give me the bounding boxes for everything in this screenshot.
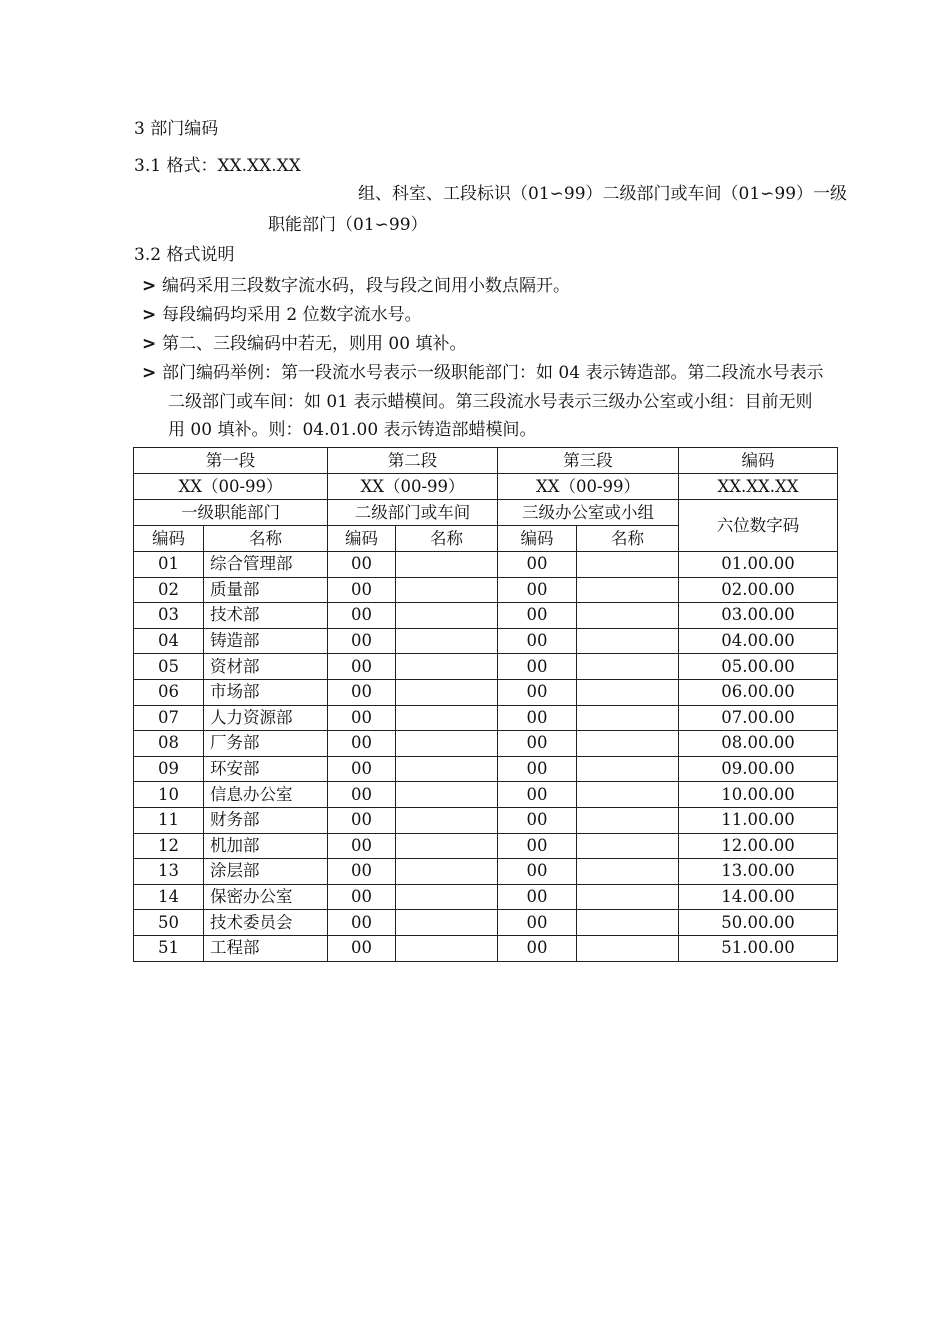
dept-name-level1: 市场部 — [204, 679, 328, 705]
dept-code-level3: 00 — [498, 884, 577, 910]
dept-name-level2 — [396, 552, 498, 578]
header-code-format: XX.XX.XX — [679, 474, 838, 500]
dept-code-level1: 08 — [134, 731, 204, 757]
six-digit-code: 05.00.00 — [679, 654, 838, 680]
header-code-desc: 六位数字码 — [679, 500, 838, 552]
six-digit-code: 01.00.00 — [679, 552, 838, 578]
table-row — [134, 833, 838, 859]
header-row-segments — [134, 448, 838, 474]
header-seg3: 第三段 — [498, 448, 679, 474]
dept-name-level1: 综合管理部 — [204, 552, 328, 578]
dept-name-level1: 信息办公室 — [204, 782, 328, 808]
dept-name-level1: 财务部 — [204, 807, 328, 833]
header-seg2-desc: 二级部门或车间 — [328, 500, 498, 526]
table-row — [134, 731, 838, 757]
dept-code-level2: 00 — [328, 679, 396, 705]
bullet-2: 每段编码均采用 2 位数字流水号。 — [162, 305, 422, 325]
dept-code-level3: 00 — [498, 782, 577, 808]
dept-name-level2 — [396, 935, 498, 961]
dept-code-level3: 00 — [498, 731, 577, 757]
dept-code-level2: 00 — [328, 628, 396, 654]
dept-name-level2 — [396, 859, 498, 885]
dept-code-level2: 00 — [328, 807, 396, 833]
dept-name-level2 — [396, 807, 498, 833]
dept-code-level2: 00 — [328, 910, 396, 936]
col-header-name: 名称 — [396, 526, 498, 552]
dept-code-level2: 00 — [328, 654, 396, 680]
dept-name-level2 — [396, 833, 498, 859]
dept-name-level1: 技术部 — [204, 603, 328, 629]
dept-name-level2 — [396, 577, 498, 603]
dept-name-level2 — [396, 884, 498, 910]
dept-code-level3: 00 — [498, 705, 577, 731]
bullet-4-line-3: 用 00 填补。则：04.01.00 表示铸造部蜡模间。 — [168, 420, 537, 440]
six-digit-code: 50.00.00 — [679, 910, 838, 936]
dept-code-level3: 00 — [498, 756, 577, 782]
dept-name-level3 — [577, 731, 679, 757]
bullet-1: 编码采用三段数字流水码，段与段之间用小数点隔开。 — [162, 276, 570, 296]
arrow-bullet-icon: > — [142, 334, 157, 354]
col-header-name: 名称 — [577, 526, 679, 552]
dept-code-level3: 00 — [498, 603, 577, 629]
header-seg1-desc: 一级职能部门 — [134, 500, 328, 526]
dept-name-level1: 技术委员会 — [204, 910, 328, 936]
dept-code-level2: 00 — [328, 731, 396, 757]
bullet-4-line-1: 部门编码举例：第一段流水号表示一级职能部门：如 04 表示铸造部。第二段流水号表示 — [162, 363, 824, 383]
dept-code-level2: 00 — [328, 884, 396, 910]
six-digit-code: 09.00.00 — [679, 756, 838, 782]
table-row — [134, 603, 838, 629]
format-note-line-1: 组、科室、工段标识（01∽99）二级部门或车间（01∽99）一级 — [358, 184, 848, 204]
dept-code-level3: 00 — [498, 807, 577, 833]
dept-name-level3 — [577, 807, 679, 833]
dept-code-level2: 00 — [328, 603, 396, 629]
header-code: 编码 — [679, 448, 838, 474]
table-row — [134, 807, 838, 833]
col-header-name: 名称 — [204, 526, 328, 552]
table-row — [134, 935, 838, 961]
dept-name-level2 — [396, 679, 498, 705]
dept-code-level3: 00 — [498, 935, 577, 961]
dept-code-level1: 13 — [134, 859, 204, 885]
table-row — [134, 577, 838, 603]
dept-code-level1: 06 — [134, 679, 204, 705]
dept-code-level1: 05 — [134, 654, 204, 680]
dept-name-level3 — [577, 628, 679, 654]
header-seg1-format: XX（00-99） — [134, 474, 328, 500]
dept-name-level3 — [577, 679, 679, 705]
dept-code-level1: 14 — [134, 884, 204, 910]
col-header-code: 编码 — [498, 526, 577, 552]
dept-code-level3: 00 — [498, 552, 577, 578]
six-digit-code: 06.00.00 — [679, 679, 838, 705]
dept-code-level3: 00 — [498, 628, 577, 654]
format-note-line-2: 职能部门（01∽99） — [268, 215, 428, 235]
dept-name-level1: 人力资源部 — [204, 705, 328, 731]
table-row — [134, 679, 838, 705]
table-row — [134, 756, 838, 782]
dept-name-level3 — [577, 859, 679, 885]
dept-code-level3: 00 — [498, 577, 577, 603]
six-digit-code: 03.00.00 — [679, 603, 838, 629]
dept-code-level1: 12 — [134, 833, 204, 859]
six-digit-code: 04.00.00 — [679, 628, 838, 654]
dept-code-level1: 02 — [134, 577, 204, 603]
dept-code-level2: 00 — [328, 577, 396, 603]
dept-code-level2: 00 — [328, 935, 396, 961]
header-seg2: 第二段 — [328, 448, 498, 474]
six-digit-code: 51.00.00 — [679, 935, 838, 961]
section-title: 3 部门编码 — [134, 119, 219, 139]
dept-name-level1: 工程部 — [204, 935, 328, 961]
dept-name-level1: 环安部 — [204, 756, 328, 782]
dept-name-level3 — [577, 782, 679, 808]
dept-code-level2: 00 — [328, 756, 396, 782]
dept-code-level1: 07 — [134, 705, 204, 731]
dept-code-level1: 10 — [134, 782, 204, 808]
six-digit-code: 08.00.00 — [679, 731, 838, 757]
table-row — [134, 859, 838, 885]
dept-name-level3 — [577, 833, 679, 859]
arrow-bullet-icon: > — [142, 363, 157, 383]
table-row — [134, 884, 838, 910]
dept-name-level2 — [396, 731, 498, 757]
dept-code-level2: 00 — [328, 705, 396, 731]
dept-code-level1: 03 — [134, 603, 204, 629]
six-digit-code: 13.00.00 — [679, 859, 838, 885]
dept-name-level3 — [577, 935, 679, 961]
table-row — [134, 705, 838, 731]
table-row — [134, 552, 838, 578]
dept-code-level2: 00 — [328, 859, 396, 885]
table-row — [134, 910, 838, 936]
dept-name-level2 — [396, 628, 498, 654]
col-header-code: 编码 — [328, 526, 396, 552]
dept-name-level3 — [577, 654, 679, 680]
bullet-3: 第二、三段编码中若无，则用 00 填补。 — [162, 334, 467, 354]
dept-code-level1: 11 — [134, 807, 204, 833]
dept-code-level3: 00 — [498, 679, 577, 705]
dept-code-level1: 50 — [134, 910, 204, 936]
dept-name-level2 — [396, 756, 498, 782]
dept-name-level3 — [577, 756, 679, 782]
dept-name-level1: 保密办公室 — [204, 884, 328, 910]
col-header-code: 编码 — [134, 526, 204, 552]
six-digit-code: 10.00.00 — [679, 782, 838, 808]
dept-code-level1: 04 — [134, 628, 204, 654]
department-code-table — [133, 447, 838, 962]
dept-name-level2 — [396, 705, 498, 731]
dept-code-level3: 00 — [498, 654, 577, 680]
format-line: 3.1 格式：XX.XX.XX — [134, 156, 301, 176]
header-row-descriptions — [134, 500, 838, 526]
dept-name-level1: 质量部 — [204, 577, 328, 603]
dept-name-level1: 厂务部 — [204, 731, 328, 757]
header-seg1: 第一段 — [134, 448, 328, 474]
six-digit-code: 14.00.00 — [679, 884, 838, 910]
table-row — [134, 654, 838, 680]
dept-code-level3: 00 — [498, 910, 577, 936]
dept-code-level1: 09 — [134, 756, 204, 782]
dept-code-level2: 00 — [328, 552, 396, 578]
dept-name-level1: 资材部 — [204, 654, 328, 680]
dept-name-level1: 机加部 — [204, 833, 328, 859]
dept-code-level1: 01 — [134, 552, 204, 578]
arrow-bullet-icon: > — [142, 305, 157, 325]
dept-name-level3 — [577, 884, 679, 910]
dept-name-level3 — [577, 552, 679, 578]
dept-name-level3 — [577, 910, 679, 936]
dept-code-level3: 00 — [498, 833, 577, 859]
header-seg2-format: XX（00-99） — [328, 474, 498, 500]
dept-name-level1: 铸造部 — [204, 628, 328, 654]
dept-name-level3 — [577, 705, 679, 731]
arrow-bullet-icon: > — [142, 276, 157, 296]
table-row — [134, 782, 838, 808]
dept-name-level2 — [396, 910, 498, 936]
header-row-formats — [134, 474, 838, 500]
six-digit-code: 02.00.00 — [679, 577, 838, 603]
dept-name-level3 — [577, 603, 679, 629]
dept-name-level2 — [396, 782, 498, 808]
table-row — [134, 628, 838, 654]
header-seg3-desc: 三级办公室或小组 — [498, 500, 679, 526]
dept-code-level1: 51 — [134, 935, 204, 961]
bullet-4-line-2: 二级部门或车间：如 01 表示蜡模间。第三段流水号表示三级办公室或小组：目前无则 — [168, 392, 813, 412]
dept-name-level1: 涂层部 — [204, 859, 328, 885]
dept-code-level2: 00 — [328, 782, 396, 808]
dept-code-level2: 00 — [328, 833, 396, 859]
dept-name-level2 — [396, 654, 498, 680]
dept-name-level3 — [577, 577, 679, 603]
dept-code-level3: 00 — [498, 859, 577, 885]
explain-title: 3.2 格式说明 — [134, 245, 235, 265]
six-digit-code: 12.00.00 — [679, 833, 838, 859]
dept-name-level2 — [396, 603, 498, 629]
header-seg3-format: XX（00-99） — [498, 474, 679, 500]
six-digit-code: 11.00.00 — [679, 807, 838, 833]
six-digit-code: 07.00.00 — [679, 705, 838, 731]
